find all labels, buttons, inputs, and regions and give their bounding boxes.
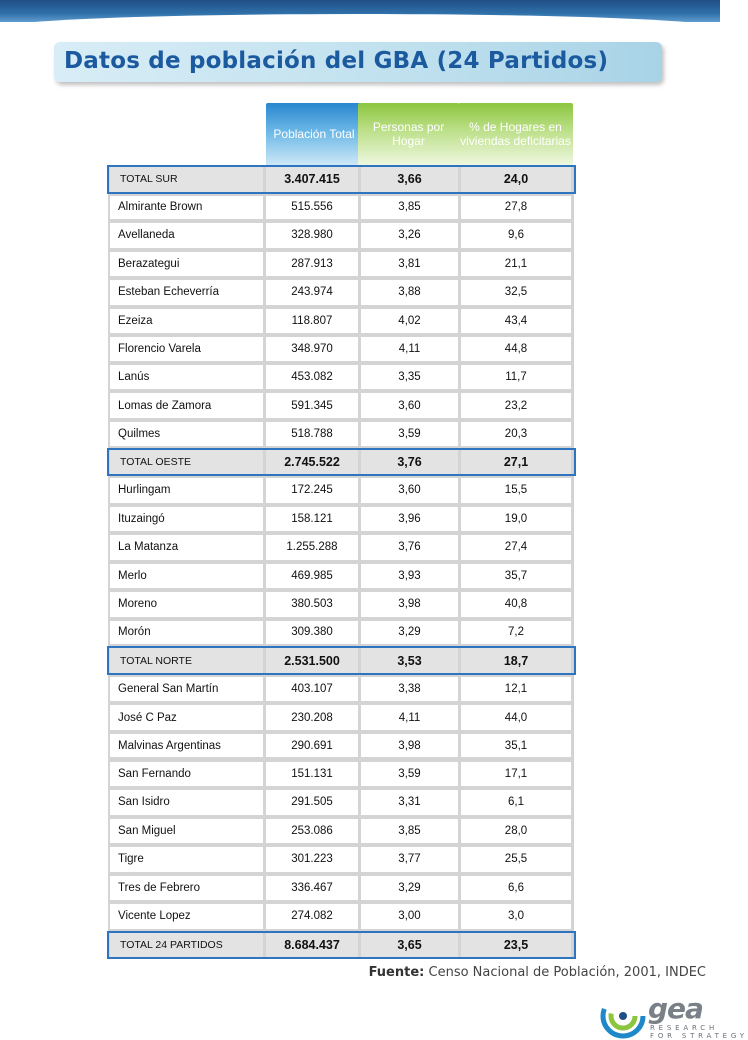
personas-cell: 3,29 xyxy=(361,621,458,645)
poblacion-cell: 291.505 xyxy=(266,790,358,815)
partido-name-cell: Merlo xyxy=(110,564,263,589)
partido-name-cell: Quilmes xyxy=(110,422,263,446)
poblacion-cell: 158.121 xyxy=(266,507,358,532)
personas-cell: 3,00 xyxy=(361,904,458,929)
partido-name-cell: Ituzaingó xyxy=(110,507,263,532)
table-body xyxy=(108,165,574,958)
title-bar xyxy=(54,42,662,82)
personas-cell: 3,26 xyxy=(361,223,458,248)
poblacion-cell: 515.556 xyxy=(266,196,358,220)
hogares-cell: 27,1 xyxy=(461,450,571,475)
hogares-cell: 23,5 xyxy=(461,933,571,958)
header-hogares-label: % de Hogares en viviendas deficitarias xyxy=(460,120,571,148)
hogares-cell: 35,1 xyxy=(461,734,571,758)
table-row xyxy=(108,590,573,619)
partido-name-cell: Tigre xyxy=(110,847,263,872)
table-row xyxy=(108,619,573,647)
personas-cell: 4,02 xyxy=(361,309,458,334)
partido-name-cell: TOTAL OESTE xyxy=(110,450,263,475)
hogares-cell: 27,4 xyxy=(461,535,571,560)
partido-name-cell: Florencio Varela xyxy=(110,337,263,361)
logo-tagline-1: RESEARCH xyxy=(650,1024,719,1032)
table-row xyxy=(108,363,573,392)
partido-name-cell: José C Paz xyxy=(110,705,263,730)
gea-swirl-icon xyxy=(600,993,646,1039)
table-row xyxy=(108,221,573,250)
hogares-cell: 3,0 xyxy=(461,904,571,929)
personas-cell: 3,93 xyxy=(361,564,458,589)
table-row xyxy=(108,902,573,931)
personas-cell: 4,11 xyxy=(361,705,458,730)
hogares-cell: 15,5 xyxy=(461,478,571,503)
header-hogares-deficitarios xyxy=(458,103,573,165)
poblacion-cell: 309.380 xyxy=(266,621,358,645)
poblacion-cell: 518.788 xyxy=(266,422,358,446)
table-row xyxy=(108,335,573,363)
hogares-cell: 44,0 xyxy=(461,705,571,730)
table-row xyxy=(108,391,573,420)
partido-name-cell: La Matanza xyxy=(110,535,263,560)
table-row xyxy=(108,476,573,505)
poblacion-cell: 453.082 xyxy=(266,365,358,390)
poblacion-cell: 2.745.522 xyxy=(266,450,358,475)
poblacion-cell: 274.082 xyxy=(266,904,358,929)
personas-cell: 3,35 xyxy=(361,365,458,390)
partido-name-cell: Lanús xyxy=(110,365,263,390)
poblacion-cell: 591.345 xyxy=(266,393,358,418)
partido-name-cell: San Fernando xyxy=(110,762,263,787)
logo-wordmark: gea xyxy=(648,992,703,1025)
poblacion-cell: 8.684.437 xyxy=(266,933,358,958)
logo-tagline-2: FOR STRATEGY xyxy=(650,1032,748,1040)
hogares-cell: 21,1 xyxy=(461,252,571,277)
table-row xyxy=(108,420,573,448)
partido-name-cell: TOTAL SUR xyxy=(110,167,263,192)
source-text: Censo Nacional de Población, 2001, INDEC xyxy=(428,965,706,980)
poblacion-cell: 1.255.288 xyxy=(266,535,358,560)
table-row xyxy=(108,278,573,307)
hogares-cell: 7,2 xyxy=(461,621,571,645)
personas-cell: 3,98 xyxy=(361,734,458,758)
hogares-cell: 40,8 xyxy=(461,592,571,617)
partido-name-cell: San Miguel xyxy=(110,819,263,844)
header-poblacion-total xyxy=(266,103,362,165)
poblacion-cell: 287.913 xyxy=(266,252,358,277)
personas-cell: 3,53 xyxy=(361,648,458,673)
table-row xyxy=(108,194,573,222)
hogares-cell: 24,0 xyxy=(461,167,571,192)
table-row xyxy=(108,845,573,874)
personas-cell: 3,98 xyxy=(361,592,458,617)
total-row xyxy=(108,448,573,477)
poblacion-cell: 2.531.500 xyxy=(266,648,358,673)
partido-name-cell: TOTAL NORTE xyxy=(110,648,263,673)
poblacion-cell: 172.245 xyxy=(266,478,358,503)
hogares-cell: 28,0 xyxy=(461,819,571,844)
table-row xyxy=(108,703,573,732)
partido-name-cell: Esteban Echeverría xyxy=(110,280,263,305)
poblacion-cell: 336.467 xyxy=(266,876,358,901)
personas-cell: 3,29 xyxy=(361,876,458,901)
hogares-cell: 27,8 xyxy=(461,196,571,220)
hogares-cell: 35,7 xyxy=(461,564,571,589)
source-label: Fuente: xyxy=(368,965,425,980)
partido-name-cell: Lomas de Zamora xyxy=(110,393,263,418)
header-personas-label: Personas por Hogar xyxy=(372,120,445,148)
total-row xyxy=(108,931,573,960)
partido-name-cell: Avellaneda xyxy=(110,223,263,248)
partido-name-cell: Berazategui xyxy=(110,252,263,277)
personas-cell: 3,31 xyxy=(361,790,458,815)
hogares-cell: 32,5 xyxy=(461,280,571,305)
table-row xyxy=(108,675,573,704)
poblacion-cell: 403.107 xyxy=(266,677,358,702)
table-row xyxy=(108,307,573,336)
hogares-cell: 11,7 xyxy=(461,365,571,390)
total-row xyxy=(108,646,573,675)
poblacion-cell: 230.208 xyxy=(266,705,358,730)
hogares-cell: 19,0 xyxy=(461,507,571,532)
poblacion-cell: 290.691 xyxy=(266,734,358,758)
table-row xyxy=(108,562,573,591)
hogares-cell: 20,3 xyxy=(461,422,571,446)
poblacion-cell: 469.985 xyxy=(266,564,358,589)
poblacion-cell: 243.974 xyxy=(266,280,358,305)
total-row xyxy=(108,165,573,194)
poblacion-cell: 348.970 xyxy=(266,337,358,361)
partido-name-cell: Almirante Brown xyxy=(110,196,263,220)
partido-name-cell: Ezeiza xyxy=(110,309,263,334)
hogares-cell: 12,1 xyxy=(461,677,571,702)
poblacion-cell: 301.223 xyxy=(266,847,358,872)
gea-logo xyxy=(598,992,748,1040)
page-title: Datos de población del GBA (24 Partidos) xyxy=(64,48,609,74)
table-row xyxy=(108,505,573,534)
personas-cell: 3,60 xyxy=(361,478,458,503)
poblacion-cell: 151.131 xyxy=(266,762,358,787)
personas-cell: 3,85 xyxy=(361,819,458,844)
personas-cell: 3,81 xyxy=(361,252,458,277)
personas-cell: 3,96 xyxy=(361,507,458,532)
poblacion-cell: 253.086 xyxy=(266,819,358,844)
personas-cell: 3,65 xyxy=(361,933,458,958)
table-row xyxy=(108,732,573,760)
personas-cell: 3,77 xyxy=(361,847,458,872)
hogares-cell: 6,6 xyxy=(461,876,571,901)
table-row xyxy=(108,760,573,789)
personas-cell: 3,85 xyxy=(361,196,458,220)
partido-name-cell: Moreno xyxy=(110,592,263,617)
partido-name-cell: TOTAL 24 PARTIDOS xyxy=(110,933,263,958)
personas-cell: 3,59 xyxy=(361,422,458,446)
poblacion-cell: 328.980 xyxy=(266,223,358,248)
table-row xyxy=(108,817,573,846)
partido-name-cell: Vicente Lopez xyxy=(110,904,263,929)
partido-name-cell: Morón xyxy=(110,621,263,645)
personas-cell: 3,76 xyxy=(361,535,458,560)
personas-cell: 3,76 xyxy=(361,450,458,475)
partido-name-cell: Hurlingam xyxy=(110,478,263,503)
header-personas-por-hogar xyxy=(358,103,459,165)
hogares-cell: 43,4 xyxy=(461,309,571,334)
poblacion-cell: 118.807 xyxy=(266,309,358,334)
source-note xyxy=(369,965,706,980)
hogares-cell: 23,2 xyxy=(461,393,571,418)
partido-name-cell: Tres de Febrero xyxy=(110,876,263,901)
hogares-cell: 25,5 xyxy=(461,847,571,872)
personas-cell: 3,88 xyxy=(361,280,458,305)
header-poblacion-label: Población Total xyxy=(273,127,355,141)
personas-cell: 3,38 xyxy=(361,677,458,702)
table-row xyxy=(108,874,573,903)
hogares-cell: 9,6 xyxy=(461,223,571,248)
personas-cell: 3,59 xyxy=(361,762,458,787)
poblacion-cell: 3.407.415 xyxy=(266,167,358,192)
personas-cell: 3,60 xyxy=(361,393,458,418)
partido-name-cell: General San Martín xyxy=(110,677,263,702)
personas-cell: 4,11 xyxy=(361,337,458,361)
partido-name-cell: San Isidro xyxy=(110,790,263,815)
table-row xyxy=(108,788,573,817)
personas-cell: 3,66 xyxy=(361,167,458,192)
partido-name-cell: Malvinas Argentinas xyxy=(110,734,263,758)
table-row xyxy=(108,250,573,279)
hogares-cell: 18,7 xyxy=(461,648,571,673)
hogares-cell: 17,1 xyxy=(461,762,571,787)
hogares-cell: 6,1 xyxy=(461,790,571,815)
poblacion-cell: 380.503 xyxy=(266,592,358,617)
table-row xyxy=(108,533,573,562)
hogares-cell: 44,8 xyxy=(461,337,571,361)
